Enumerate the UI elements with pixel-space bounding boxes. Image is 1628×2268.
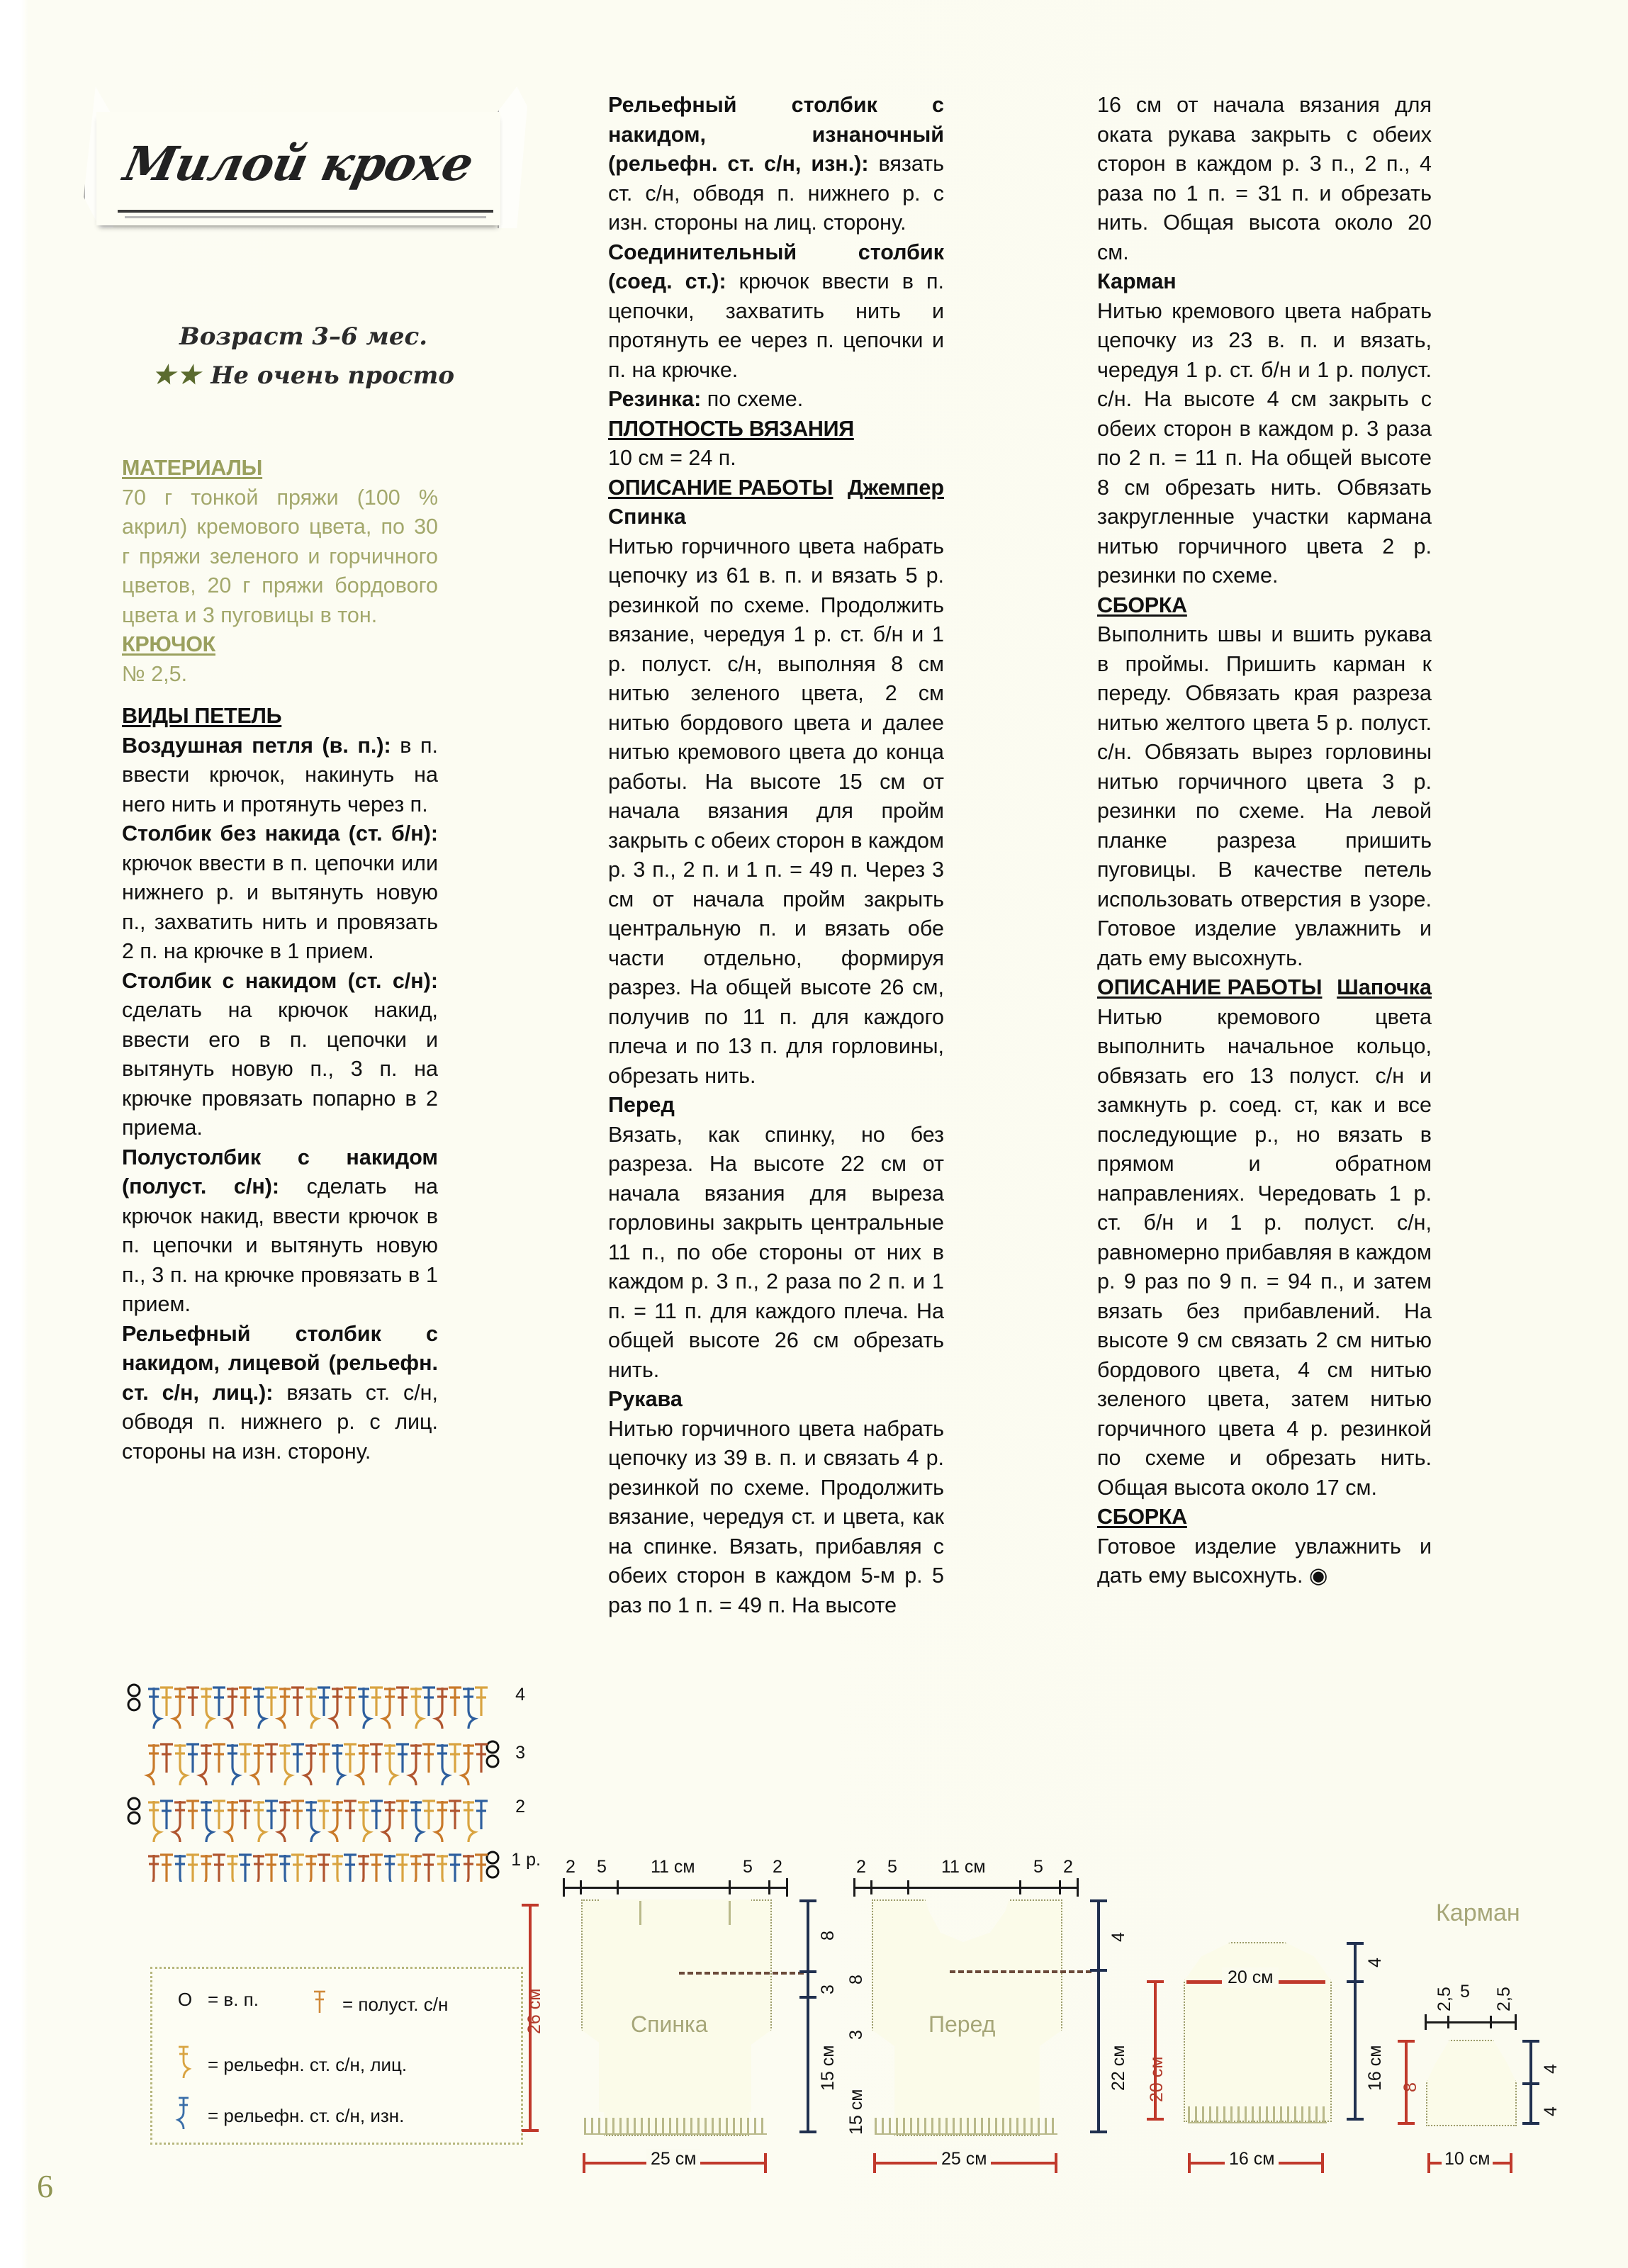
back-tickmark-2 <box>617 1880 619 1894</box>
front-tick-2b: 2 <box>1063 1857 1073 1877</box>
stitch-types-heading: ВИДЫ ПЕТЕЛЬ <box>122 704 282 728</box>
legend-label-relief-back: = рельефн. ст. с/н, изн. <box>208 2105 405 2126</box>
stitch-definition-4 <box>122 1143 438 1320</box>
schematic-front <box>846 1857 1128 2169</box>
front-right-label-22: 22 см <box>1108 2045 1128 2091</box>
stitch-8-term: Резинка: <box>608 387 702 411</box>
sleeve-left-cap-top <box>1147 1980 1164 1983</box>
chain-stitch-icon: O <box>177 1989 193 2010</box>
sleeve-ribbing <box>1188 2106 1327 2123</box>
description-heading-label: ОПИСАНИЕ РАБОТЫ <box>608 475 833 500</box>
materials-text: 70 г тонкой пряжи (100 % акрил) кремового цвета, по 30 г пряжи зеленого и горчичного цветов, 20 г пряжи бордового цвета и 3 пуговицы в тон. <box>122 485 438 627</box>
chart-row-number-1: 1 р. <box>511 1850 541 1870</box>
pocket-part-text: Нитью кремового цвета набрать цепочку из 23 в. п. и вязать, чередуя 1 р. ст. б/н и 1 р. полуст. с/н. На высоте 4 см закрыть с обеих сторон в каждом р. 3 раза по 2 п. = 11 п. На общей высоте 8 см обрезать нить. Обвязать закругленные участки кармана нитью горчичного цвета 2 р. резинки по схеме. <box>1097 298 1432 588</box>
sleeve-right-cap-top <box>1347 1942 1364 1945</box>
back-tick-2b: 2 <box>773 1857 782 1877</box>
stitch-4-term: Полустолбик с накидом (полуст. с/н): <box>122 1145 438 1198</box>
pocket-left-cap-bottom <box>1398 2122 1415 2125</box>
legend-label-relief-front: = рельефн. ст. с/н, лиц. <box>208 2054 408 2075</box>
sleeve-right-dimension-line <box>1354 1942 1357 2121</box>
half-double-crochet-icon <box>305 1989 334 2021</box>
back-part-title: Спинка <box>608 505 686 529</box>
front-tickmark-0 <box>853 1878 855 1897</box>
back-tickmark-1 <box>580 1880 582 1894</box>
masthead-rule-shadow <box>125 216 486 218</box>
pocket-right-cap-mid <box>1522 2082 1539 2085</box>
stitch-5-term: Рельефный столбик с накидом, лицевой (рельефн. ст. с/н, лиц.): <box>122 1321 438 1405</box>
sleeve-right-cap-bottom <box>1347 2118 1364 2121</box>
front-tickmark-4 <box>1059 1880 1061 1894</box>
pocket-bottom-cap-right <box>1510 2153 1512 2173</box>
back-tickmark-0 <box>563 1878 565 1897</box>
relief-front-post-icon <box>171 2043 199 2087</box>
back-right-cap-top <box>799 1899 816 1902</box>
stitch-3-body: сделать на крючок накид, ввести его в п. цепочки и вытянуть новую п., 3 п. на крючке провязать попарно в 2 приема. <box>122 998 438 1140</box>
stitch-definition-1 <box>122 731 438 820</box>
age-range: Возраст 3–6 мес. <box>179 322 428 351</box>
front-shape-label: Перед <box>928 2011 996 2037</box>
back-tickmark-3 <box>729 1880 731 1894</box>
hook-heading: КРЮЧОК <box>122 632 215 656</box>
stitch-7-body: крючок ввести в п. цепочки, захватить нить и протянуть ее через п. цепочки и п. на крючке. <box>608 269 944 382</box>
front-tick-11: 11 см <box>941 1857 986 1877</box>
stitch-7-term: Соединительный столбик (соед. ст.): <box>608 240 944 293</box>
legend-item-relief-front <box>171 2043 407 2087</box>
back-neck-mark-left <box>639 1901 641 1925</box>
assembly-heading-2: СБОРКА <box>1097 1505 1187 1529</box>
pocket-tickmark-1 <box>1447 2016 1449 2028</box>
chart-row-number-4: 4 <box>515 1685 525 1705</box>
stitch-1-body: в п. ввести крючок, накинуть на него нить и протянуть через п. <box>122 733 439 816</box>
stitch-definition-8 <box>608 385 944 415</box>
front-left-label-15: 15 см <box>846 2089 866 2135</box>
back-tick-2a: 2 <box>566 1857 576 1877</box>
text-column-3 <box>1097 91 1432 1591</box>
pocket-shape-label: Карман <box>1436 1899 1520 1926</box>
stitch-8-body: по схеме. <box>701 387 804 411</box>
front-tick-5a: 5 <box>887 1857 897 1877</box>
front-tick-5b: 5 <box>1033 1857 1043 1877</box>
back-shape-label: Спинка <box>631 2011 708 2037</box>
difficulty-label: Не очень просто <box>210 361 455 390</box>
difficulty-line <box>84 360 523 390</box>
crochet-stitch-chart <box>124 1669 541 1882</box>
pocket-tick-2-5b: 2,5 <box>1494 1987 1514 2011</box>
ribbon-right-decoration <box>498 86 527 228</box>
front-right-cap-top <box>1090 1899 1107 1902</box>
chart-legend <box>150 1967 523 2145</box>
pocket-bottom-width-label: 10 см <box>1442 2149 1493 2169</box>
pocket-right-label-4a: 4 <box>1541 2064 1561 2074</box>
pocket-right-label-4b: 4 <box>1541 2106 1561 2116</box>
assembly-text-2: Готовое изделие увлажнить и дать ему высохнуть. ◉ <box>1097 1534 1432 1588</box>
back-left-dimension-label: 26 см <box>524 1988 544 2034</box>
density-text: 10 см = 24 п. <box>608 446 736 470</box>
stitch-6-body: вязать ст. с/н, обводя п. нижнего р. с изн. стороны на лиц. сторону. <box>608 152 944 235</box>
back-right-dimension-line <box>807 1899 809 2133</box>
stitch-definition-2 <box>122 819 438 967</box>
back-tick-5b: 5 <box>743 1857 753 1877</box>
front-tickmark-2 <box>907 1880 909 1894</box>
sleeve-right-label-4: 4 <box>1365 1958 1385 1967</box>
schematic-back <box>524 1857 838 2169</box>
back-right-label-8: 8 <box>818 1931 838 1941</box>
back-right-label-3: 3 <box>818 1984 838 1994</box>
sleeve-part-title: Рукава <box>608 1387 683 1411</box>
sleeve-right-cap-mid <box>1347 1980 1364 1983</box>
back-neck-mark-right <box>729 1901 731 1925</box>
front-tick-2a: 2 <box>856 1857 866 1877</box>
front-tickmark-1 <box>870 1880 872 1894</box>
back-measure-bar <box>563 1887 788 1889</box>
back-bottom-width-label: 25 см <box>646 2149 700 2169</box>
masthead <box>84 106 523 237</box>
stitch-2-term: Столбик без накида (ст. б/н): <box>122 821 438 846</box>
sleeve-part-text-continued: 16 см от начала вязания для оката рукава закрыть с обеих сторон в каждом р. 3 п., 2 п., 4 раза по 1 п. = 31 п. и обрезать нить. Общая высота около 20 см. <box>1097 93 1432 264</box>
pocket-tickmark-3 <box>1515 2014 1517 2030</box>
crochet-chart-svg <box>124 1669 521 1882</box>
description-heading-jumper <box>608 473 944 503</box>
front-tickmark-3 <box>1019 1880 1021 1894</box>
magazine-section-title: Милой крохе <box>118 136 478 191</box>
sleeve-bottom-width-label: 16 см <box>1225 2149 1279 2169</box>
description-heading-hat <box>1097 973 1432 1003</box>
front-right-label-4: 4 <box>1108 1932 1128 1942</box>
front-right-cap-bottom <box>1090 2131 1107 2133</box>
front-bottom-cap-right <box>1055 2153 1057 2173</box>
back-right-label-15: 15 см <box>818 2045 838 2091</box>
pocket-measure-bar <box>1425 2021 1517 2023</box>
front-measure-bar <box>853 1887 1079 1889</box>
materials-heading: МАТЕРИАЛЫ <box>122 456 263 480</box>
front-right-cap-mid <box>1090 1969 1107 1972</box>
back-tick-11: 11 см <box>651 1857 695 1877</box>
stitch-definition-7 <box>608 238 944 386</box>
schematic-sleeve <box>1147 1928 1385 2169</box>
legend-label-chain: = в. п. <box>208 1989 259 2010</box>
back-tick-5a: 5 <box>597 1857 607 1877</box>
front-bottom-cap-left <box>873 2153 876 2173</box>
front-bottom-width-label: 25 см <box>937 2149 991 2169</box>
legend-item-hdc <box>305 1989 448 2021</box>
pocket-right-cap-bottom <box>1522 2122 1539 2125</box>
assembly-heading: СБОРКА <box>1097 593 1187 617</box>
front-ribbing <box>875 2118 1057 2135</box>
back-left-dimension-cap-bottom <box>522 2129 539 2132</box>
masthead-plate <box>96 112 500 225</box>
pocket-bottom-cap-left <box>1427 2153 1430 2173</box>
hook-text: № 2,5. <box>122 661 188 686</box>
back-right-cap-mid1 <box>799 1970 816 1973</box>
back-left-dimension-cap-top <box>522 1904 539 1907</box>
front-part-title: Перед <box>608 1093 675 1117</box>
pocket-tick-5: 5 <box>1460 1982 1470 2002</box>
hat-text: Нитью кремового цвета выполнить начальное кольцо, обвязать его 13 полуст. с/н и замкнуть р. соед. ст, как и все последующие р., но вязать в прямом и обратном направлениях. Чередовать 1 р. ст. б/н и 1 р. полуст. с/н, равномерно прибавляя в каждом р. 9 раз по 9 п. = 94 п., и затем вязать без прибавлений. На высоте 9 см связать 2 см нитью бордового цвета, 4 см нитью зеленого цвета, затем нитью горчичного цвета 4 р. резинкой по схеме и обрезать нить. Общая высота около 17 см. <box>1097 1004 1432 1500</box>
stitch-definition-5 <box>122 1320 438 1467</box>
description-heading-label-2: ОПИСАНИЕ РАБОТЫ <box>1097 975 1323 999</box>
masthead-rule <box>118 210 493 213</box>
pocket-part-title: Карман <box>1097 269 1177 293</box>
back-armhole-dashline <box>679 1972 804 1975</box>
front-part-text: Вязать, как спинку, но без разреза. На высоте 22 см от начала вязания для выреза горловины закрыть центральные 11 п., по обе стороны от них в каждом р. 3 п., 2 раза по 2 п. и 1 п. = 11 п. для каждого плеча. На общей высоте 26 см обрезать нить. <box>608 1122 944 1382</box>
description-heading-item-2: Шапочка <box>1337 975 1432 999</box>
front-neck-dashline <box>950 1970 1091 1973</box>
front-tickmark-5 <box>1077 1878 1079 1897</box>
chart-row-number-2: 2 <box>515 1797 525 1817</box>
front-left-label-3: 3 <box>846 2030 866 2040</box>
back-right-cap-mid2 <box>799 1996 816 1999</box>
pocket-tickmark-2 <box>1490 2016 1492 2028</box>
stitch-1-term: Воздушная петля (в. п.): <box>122 733 391 758</box>
density-heading: ПЛОТНОСТЬ ВЯЗАНИЯ <box>608 416 854 441</box>
relief-back-post-icon <box>171 2094 199 2138</box>
description-heading-item: Джемпер <box>847 475 944 500</box>
back-tickmark-4 <box>768 1880 770 1894</box>
stitch-2-body: крючок ввести в п. цепочки или нижнего р. и вытянуть новую п., захватить нить и провязать 2 п. на крючке в 1 прием. <box>122 850 438 963</box>
back-bottom-cap-left <box>583 2153 585 2173</box>
sleeve-right-label-16: 16 см <box>1365 2045 1385 2091</box>
stitch-3-term: Столбик с накидом (ст. с/н): <box>122 968 438 993</box>
back-part-text: Нитью горчичного цвета набрать цепочку из 61 в. п. и вязать 5 р. резинкой по схеме. Продолжить вязание, чередуя 1 р. ст. б/н и 1 р. полуст. с/н, выполняя 8 см нитью зеленого цвета, 2 см нитью бордового цвета и далее нитью кремового цвета до конца работы. На высоте 15 см от начала вязания для пройм закрыть с обеих сторон в каждом р. 3 п., 2 п. и 1 п. = 49 п. Через 3 см от начала пройм закрыть центральную п. и вязать обе части отдельно, формируя разрез. На общей высоте 26 см, получив по 11 п. для каждого плеча и по 13 п. для горловины, обрезать нить. <box>608 534 944 1088</box>
sleeve-part-text: Нитью горчичного цвета набрать цепочку из 39 в. п. и связать 4 р. резинкой по схеме. Продолжить вязание, чередуя ст. и цвета, как на спинке. Вязать, прибавляя с обеих сторон в каждом 5-м р. 5 раз по 1 п. = 49 п. На высоте <box>608 1416 944 1617</box>
chart-row-number-3: 3 <box>515 1743 525 1763</box>
legend-item-chain <box>171 1989 259 2011</box>
pocket-tickmark-0 <box>1425 2014 1427 2030</box>
pocket-left-dimension-label: 8 <box>1400 2082 1420 2092</box>
stitch-definition-6 <box>608 91 944 238</box>
sleeve-bottom-cap-right <box>1321 2153 1324 2173</box>
sleeve-left-cap-bottom <box>1147 2118 1164 2121</box>
legend-item-relief-back <box>171 2094 404 2138</box>
text-column-1 <box>122 454 438 1466</box>
stitch-6-term: Рельефный столбик с накидом, изнаночный (рельефн. ст. с/н, изн.): <box>608 93 944 176</box>
stitch-definition-3 <box>122 967 438 1143</box>
schematic-pocket <box>1400 1899 1588 2169</box>
pocket-tick-2-5a: 2,5 <box>1435 1987 1454 2011</box>
sleeve-bottom-cap-left <box>1188 2153 1191 2173</box>
legend-label-hdc: = полуст. с/н <box>342 1994 449 2015</box>
pocket-body-shape <box>1426 2040 1517 2126</box>
pocket-right-cap-top <box>1522 2040 1539 2043</box>
front-right-dimension-line <box>1097 1899 1100 2133</box>
sleeve-inner-width-label: 20 см <box>1222 1967 1279 1988</box>
assembly-text: Выполнить швы и вшить рукава в проймы. Пришить карман к переду. Обвязать края разреза нитью желтого цвета 5 р. полуст. с/н. Обвязать вырез горловины нитью горчичного цвета 3 р. резинки по схеме. На левой планке разреза пришить пуговицы. В качестве петель использовать отверстия в узоре. Готовое изделие увлажнить и дать ему высохнуть. <box>1097 622 1432 970</box>
back-right-cap-bottom <box>799 2131 816 2133</box>
sleeve-left-dimension-label: 20 см <box>1147 2056 1167 2102</box>
stitch-4-body: сделать на крючок накид, ввести крючок в п. цепочки и вытянуть новую п., 3 п. на крючке провязать в 1 прием. <box>122 1174 438 1316</box>
back-tickmark-5 <box>786 1878 788 1897</box>
difficulty-stars: ★★ <box>152 360 203 390</box>
back-ribbing <box>584 2118 767 2135</box>
page-number: 6 <box>37 2168 53 2204</box>
stitch-5-body: вязать ст. с/н, обводя п. нижнего р. с лиц. стороны на изн. сторону. <box>122 1380 438 1464</box>
back-body-fill <box>599 1899 751 2112</box>
text-column-2 <box>608 91 944 1620</box>
back-bottom-cap-right <box>764 2153 767 2173</box>
front-left-label-8: 8 <box>846 1975 866 1984</box>
pocket-left-cap-top <box>1398 2040 1415 2043</box>
